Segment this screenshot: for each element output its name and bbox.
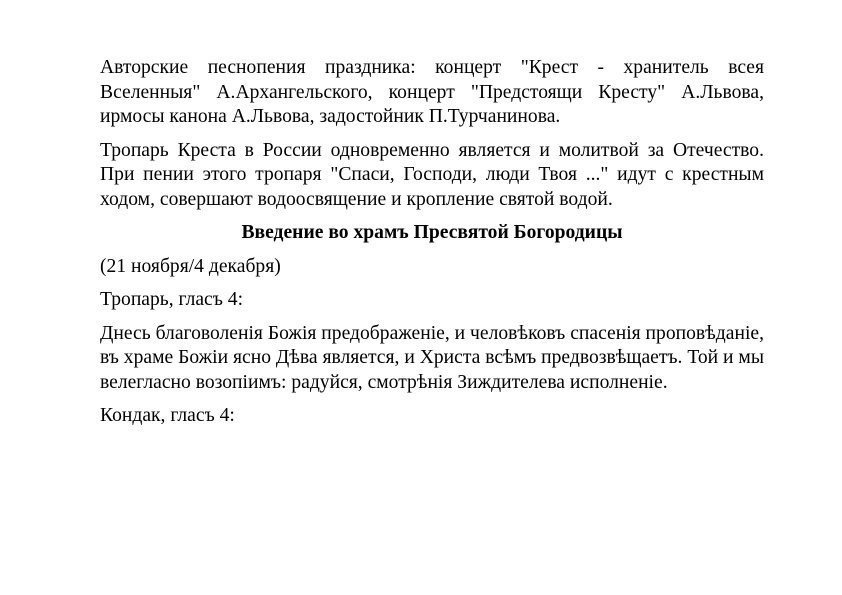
paragraph-cross-troparion: Тропарь Креста в России одновременно является и молитвой за Отечество. При пении этого тропаря "Спаси, Господи, люди Твоя ..." идут с крестным ходом, совершают водоосвящение и кропление святой водой. [100, 139, 764, 210]
date-line: (21 ноября/4 декабря) [100, 255, 281, 277]
kontakion-label: Кондак, гласъ 4: [100, 405, 235, 426]
document-page [100, 56, 764, 438]
section-title: Введение во храмъ Пресвятой Богородицы [241, 222, 623, 243]
troparion-label: Тропарь, гласъ 4: [100, 289, 244, 310]
troparion-text: Днесь благоволенія Божія предображеніе, и человѣковъ спасенія проповѣданіе, въ храме Божіи ясно Дѣва является, и Христа всѣмъ предвозвѣщаетъ. Той и мы велегласно возопіимъ: радуйся, смотрѣнія Зиждителева исполненіе. [100, 322, 764, 393]
paragraph-author-hymns: Авторские песнопения праздника: концерт "Крест - хранитель всея Вселенныя" А.Архангельского, концерт "Предстоящи Кресту" А.Львова, ирмосы канона А.Львова, задостойник П.Турчанинова. [100, 57, 764, 127]
